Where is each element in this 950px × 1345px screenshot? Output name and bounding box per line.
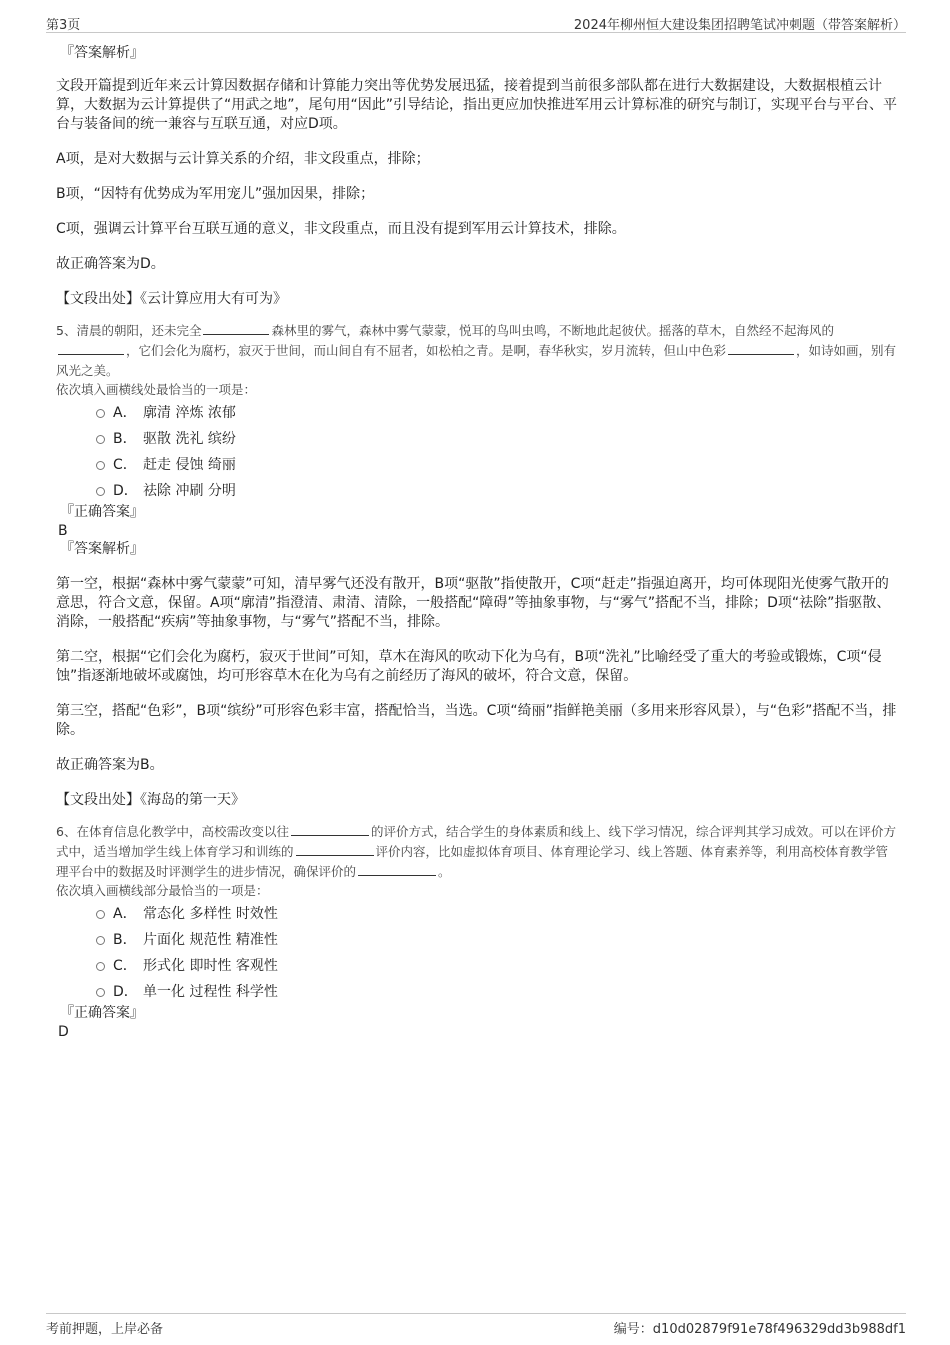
- radio-icon[interactable]: [96, 962, 105, 971]
- q5-option-d[interactable]: D． 祛除 冲刷 分明: [96, 477, 898, 503]
- fill-blank: [296, 843, 374, 856]
- q6-option-d[interactable]: D． 单一化 过程性 科学性: [96, 978, 898, 1004]
- fill-blank: [358, 863, 436, 876]
- radio-icon[interactable]: [96, 988, 105, 997]
- radio-icon[interactable]: [96, 435, 105, 444]
- q5-answer: B: [58, 523, 68, 539]
- q4-source: 【文段出处】《云计算应用大有可为》: [56, 291, 287, 307]
- q5-analysis-paragraph: 第一空，根据“森林中雾气蒙蒙”可知，清早雾气还没有散开，B项“驱散”指使散开，C项“赶走”指强迫离开，均可体现阳光使雾气散开的意思，符合文意，保留。A项“廓清”指澄清、肃清、清除，一般搭配“障碍”等抽象事物，与“雾气”搭配不当，排除；D项“祛除”指驱散、消除，一般搭配“疾病”等抽象事物，与“雾气”搭配不当，排除。: [56, 576, 891, 630]
- radio-icon[interactable]: [96, 936, 105, 945]
- q5-options: [56, 399, 898, 503]
- q6-option-c[interactable]: C． 形式化 即时性 客观性: [96, 952, 898, 978]
- q6-option-a[interactable]: A． 常态化 多样性 时效性: [96, 900, 898, 926]
- q5-option-b[interactable]: B． 驱散 洗礼 缤纷: [96, 425, 898, 451]
- q4-analysis-paragraph: 故正确答案为D。: [56, 256, 165, 272]
- page-content: [56, 44, 898, 1041]
- q5-prompt: 依次填入画横线处最恰当的一项是：: [56, 382, 257, 397]
- q5-option-c[interactable]: C． 赶走 侵蚀 绮丽: [96, 451, 898, 477]
- q5-analysis-paragraph: 第二空，根据“它们会化为腐朽，寂灭于世间”可知，草木在海风的吹动下化为乌有，B项“洗礼”比喻经受了重大的考验或锻炼，C项“侵蚀”指逐渐地破坏或腐蚀，均可形容草木在化为乌有之前经历了海风的破坏，符合文意，保留。: [56, 649, 882, 684]
- q5-analysis-paragraph: 故正确答案为B。: [56, 757, 164, 773]
- q4-analysis-paragraph: 文段开篇提到近年来云计算因数据存储和计算能力突出等优势发展迅猛，接着提到当前很多部队都在进行大数据建设，大数据根植云计算，大数据为云计算提供了“用武之地”，尾句用“因此”引导结论，指出更应加快推进军用云计算标准的研究与制订，实现平台与平台、平台与装备间的统一兼容与互联互通，对应D项。: [56, 78, 898, 132]
- q5-analysis-label: 『答案解析』: [60, 541, 144, 557]
- q6-stem: 6、在体育信息化教学中，高校需改变以往 的评价方式，结合学生的身体素质和线上、线下学习情况，综合评判其学习成效。可以在评价方式中，适当增加学生线上体育学习和训练的 评价内容，比如虚拟体育项目、体育理论学习、线上答题、体育素养等，利用高校体育教学管理平台中的数据及时评测学生的进步情况，确保评价的 。: [56, 824, 896, 879]
- document-code: 编号：d10d02879f91e78f496329dd3b988df1: [613, 1322, 906, 1337]
- page-number: 第3页: [46, 18, 81, 33]
- q6-prompt: 依次填入画横线部分最恰当的一项是：: [56, 883, 269, 898]
- page-header: [46, 12, 906, 33]
- q5-analysis-paragraph: 第三空，搭配“色彩”，B项“缤纷”可形容色彩丰富，搭配恰当，当选。C项“绮丽”指鲜艳美丽（多用来形容风景），与“色彩”搭配不当，排除。: [56, 703, 897, 738]
- q5-stem: 5、清晨的朝阳，还未完全 森林里的雾气，森林中雾气蒙蒙，悦耳的鸟叫虫鸣，不断地此起彼伏。摇落的草木，自然经不起海风的，它们会化为腐朽，寂灭于世间，而山间自有不屈者，如松柏之青。是啊，春华秋实，岁月流转，但山中色彩 ，如诗如画，别有风光之美。: [56, 323, 897, 378]
- radio-icon[interactable]: [96, 409, 105, 418]
- footer-slogan: 考前押题，上岸必备: [46, 1322, 164, 1337]
- fill-blank: [58, 342, 124, 355]
- radio-icon[interactable]: [96, 461, 105, 470]
- q6-answer-label: 『正确答案』: [60, 1005, 144, 1021]
- q5-answer-label: 『正确答案』: [60, 504, 144, 520]
- q5-option-a[interactable]: A． 廓清 淬炼 浓郁: [96, 399, 898, 425]
- q4-analysis-paragraph: B项，“因特有优势成为军用宠儿”强加因果，排除；: [56, 186, 375, 202]
- q4-analysis-paragraph: C项，强调云计算平台互联互通的意义，非文段重点，而且没有提到军用云计算技术，排除。: [56, 221, 626, 237]
- radio-icon[interactable]: [96, 910, 105, 919]
- document-title: 2024年柳州恒大建设集团招聘笔试冲刺题（带答案解析）: [573, 18, 906, 33]
- q4-analysis-paragraph: A项，是对大数据与云计算关系的介绍，非文段重点，排除；: [56, 151, 430, 167]
- fill-blank: [291, 823, 369, 836]
- fill-blank: [728, 342, 794, 355]
- q6-answer: D: [58, 1024, 69, 1040]
- q4-analysis-label: 『答案解析』: [60, 45, 144, 61]
- q5-source: 【文段出处】《海岛的第一天》: [56, 792, 245, 808]
- radio-icon[interactable]: [96, 487, 105, 496]
- q6-options: [56, 900, 898, 1004]
- q6-option-b[interactable]: B． 片面化 规范性 精准性: [96, 926, 898, 952]
- fill-blank: [203, 322, 269, 335]
- page-footer: [46, 1313, 906, 1336]
